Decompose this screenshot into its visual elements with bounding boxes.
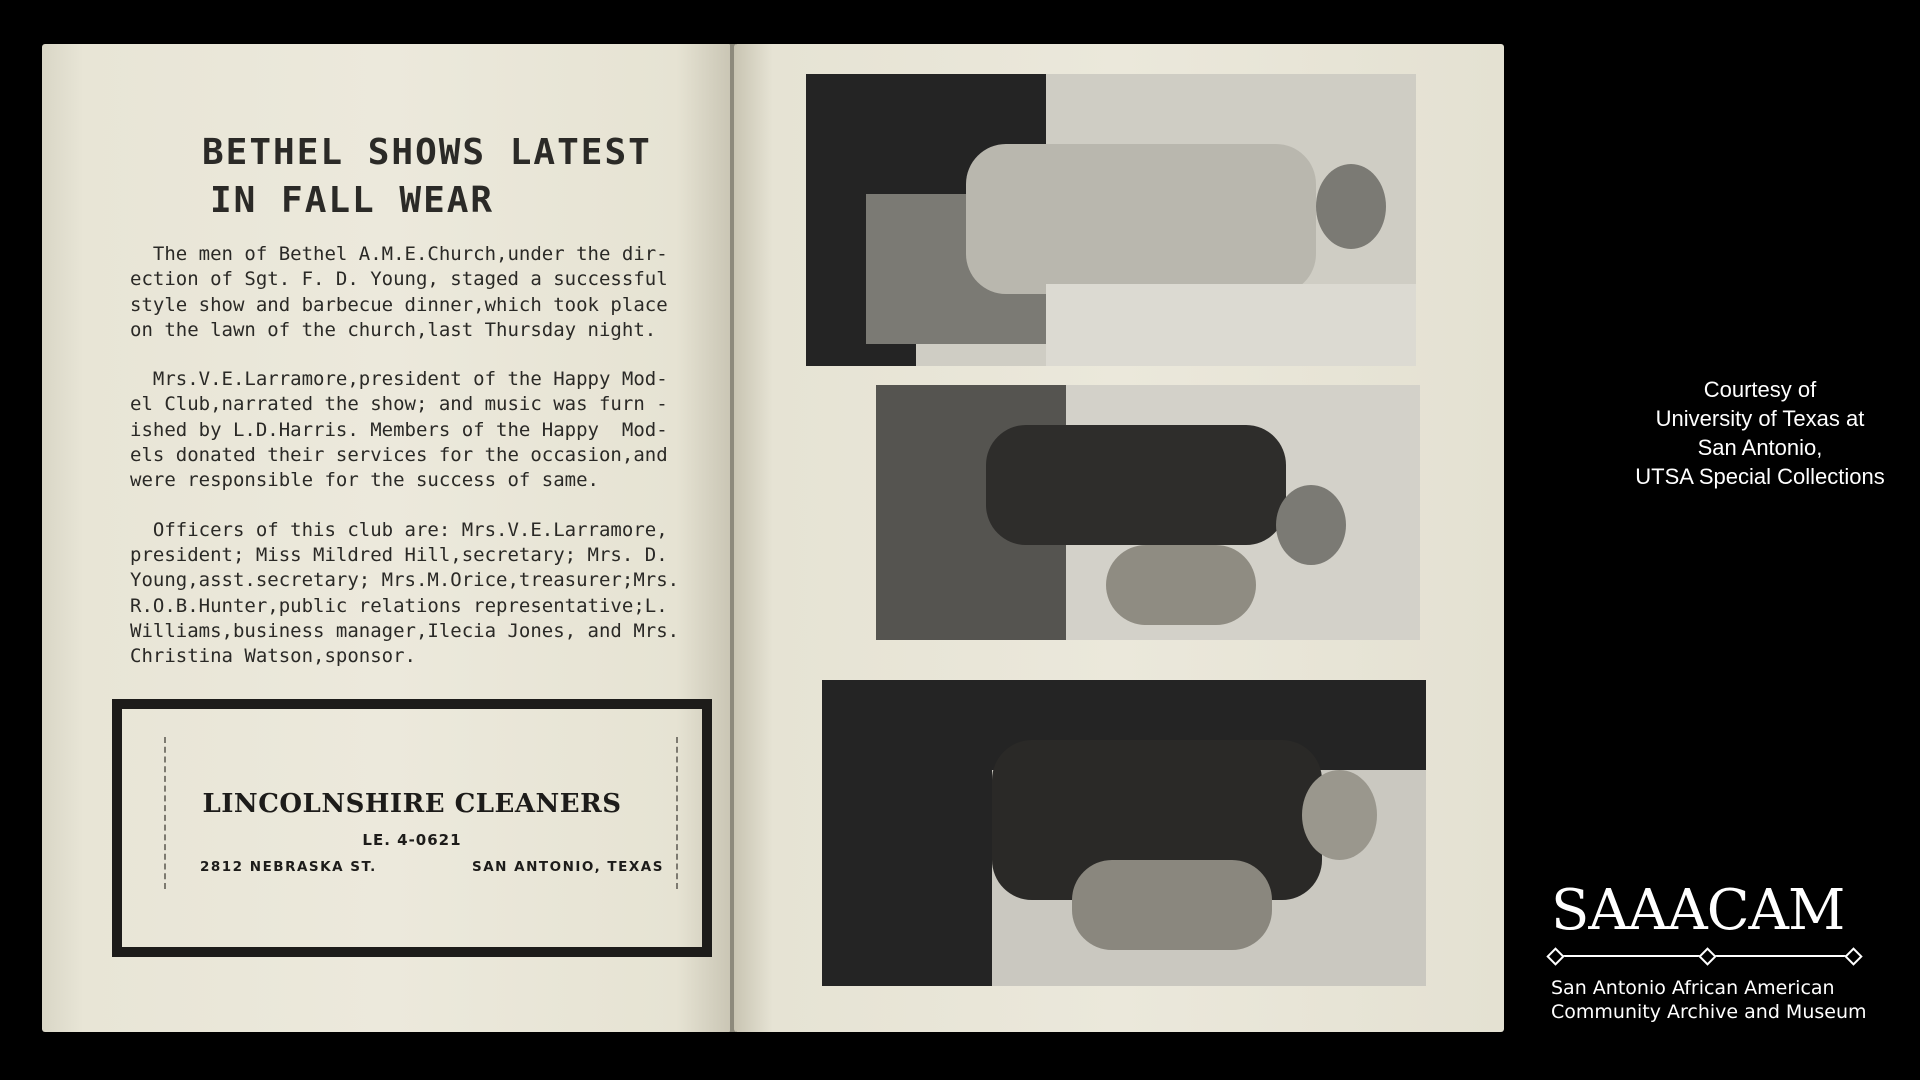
article-paragraph-2: Mrs.V.E.Larramore,president of the Happy Mod- el Club,narrated the show; and music was furn - ished by L.D.Harris. Members of the Happy Mod- els donated their services for the occasion,and were responsible for the success of same. xyxy=(130,368,668,492)
advertisement-street: 2812 NEBRASKA ST. xyxy=(200,859,377,875)
fashion-photo-3 xyxy=(822,680,1426,986)
courtesy-line-3: San Antonio, xyxy=(1697,435,1823,460)
article-body xyxy=(130,242,730,693)
article-paragraph-3: Officers of this club are: Mrs.V.E.Larramore, president; Miss Mildred Hill,secretary; Mrs. D. Young,asst.secretary; Mrs.M.Orice,treasurer;Mrs. R.O.B.Hunter,public relations representative;L. Williams,business manager,Ilecia Jones, and Mrs. Christina Watson,sponsor. xyxy=(130,518,680,668)
logo-subtitle-line-1: San Antonio African American xyxy=(1551,977,1835,999)
article-headline xyxy=(202,129,722,225)
logo-wordmark: SAAACAM xyxy=(1551,878,1845,943)
logo-ornament-rule xyxy=(1545,946,1865,966)
left-page xyxy=(42,44,732,1032)
headline-line-1: BETHEL SHOWS LATEST xyxy=(202,132,652,173)
logo-subtitle-line-2: Community Archive and Museum xyxy=(1551,1001,1867,1023)
courtesy-line-1: Courtesy of xyxy=(1703,377,1817,402)
article-paragraph-1: The men of Bethel A.M.E.Church,under the dir- ection of Sgt. F. D. Young, staged a successful style show and barbecue dinner,which took place on the lawn of the church,last Thursday night. xyxy=(130,243,668,341)
courtesy-credit xyxy=(1600,375,1920,491)
cleaners-advertisement xyxy=(112,699,712,957)
fashion-photo-2 xyxy=(876,385,1420,640)
courtesy-line-4: UTSA Special Collections xyxy=(1635,464,1885,489)
courtesy-line-2: University of Texas at xyxy=(1655,406,1865,431)
advertisement-business-name: LINCOLNSHIRE CLEANERS xyxy=(202,789,622,819)
advertisement-city: SAN ANTONIO, TEXAS xyxy=(472,859,664,875)
fashion-photo-1 xyxy=(806,74,1416,366)
advertisement-phone: LE. 4-0621 xyxy=(362,831,462,849)
headline-line-2: IN FALL WEAR xyxy=(210,180,495,221)
saaacam-logo xyxy=(1545,880,1875,1024)
logo-subtitle xyxy=(1545,976,1875,1024)
